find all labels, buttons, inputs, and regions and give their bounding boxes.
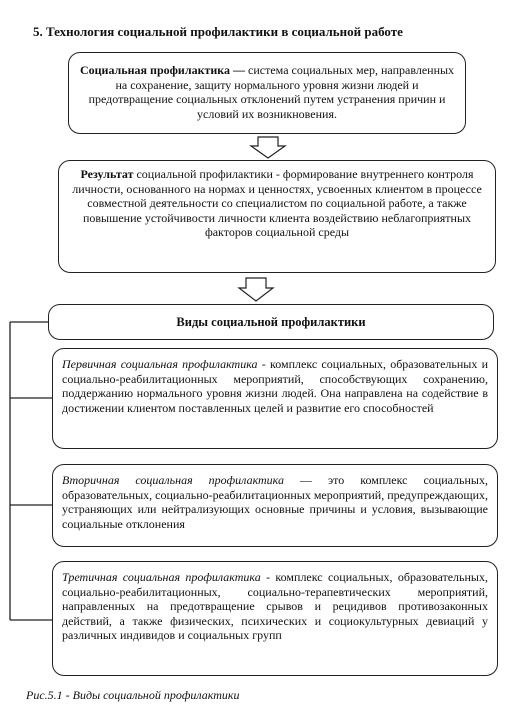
- primary-prevention-box: [52, 348, 498, 449]
- types-header-title: Виды социальной профилактики: [176, 315, 366, 329]
- secondary-text: — это комплекс социальных, образовательных, социально-реабилитационных мероприятий, предупреждающих, устраняющих или нейтрализующих основные причины и условия, вызывающие социальные отклонения: [62, 473, 488, 531]
- types-header-box: [48, 304, 494, 340]
- secondary-term: Вторичная социальная профилактика: [62, 473, 284, 487]
- result-term: Результат: [80, 167, 134, 181]
- result-box: [58, 160, 496, 273]
- figure-caption: Рис.5.1 - Виды социальной профилактики: [26, 688, 240, 702]
- down-arrow-icon: [248, 136, 288, 160]
- result-text: социальной профилактики - формирование внутреннего контроля личности, основанного на нормах и ценностях, усвоенных клиентом в процессе совместной деятельности со специалистом по социальной работе, а также повышение устойчивости личности клиента воздействию неблагоприятных факторов социальной среды: [72, 167, 482, 239]
- definition-box: [68, 52, 466, 134]
- primary-term: Первичная социальная профилактика: [62, 357, 258, 371]
- tertiary-term: Третичная социальная профилактика: [62, 570, 261, 584]
- tertiary-text: - комплекс социальных, образовательных, социально-реабилитационных, социально-терапевтических мероприятий, направленных на предотвращение срывов и рецидивов противозаконных действий, а также физических, психических и социокультурных девиаций у различных индивидов и социальных групп: [62, 570, 488, 642]
- definition-text: система социальных мер, направленных на сохранение, защиту нормального уровня жизни людей и предотвращение социальных отклонений путем устранения причин и условий их возникновения.: [88, 63, 455, 121]
- page-title: 5. Технология социальной профилактики в социальной работе: [33, 24, 403, 39]
- definition-term: Социальная профилактика —: [79, 63, 246, 77]
- down-arrow-icon: [236, 277, 276, 303]
- tertiary-prevention-box: [52, 561, 498, 676]
- secondary-prevention-box: [52, 464, 498, 547]
- primary-text: - комплекс социальных, образовательных и социально-реабилитационных мероприятий, способствующих сохранению, поддержанию нормального уровня жизни людей. Она направлена на содействие в достижении клиентом поставленных целей и развитие его способностей: [62, 357, 488, 415]
